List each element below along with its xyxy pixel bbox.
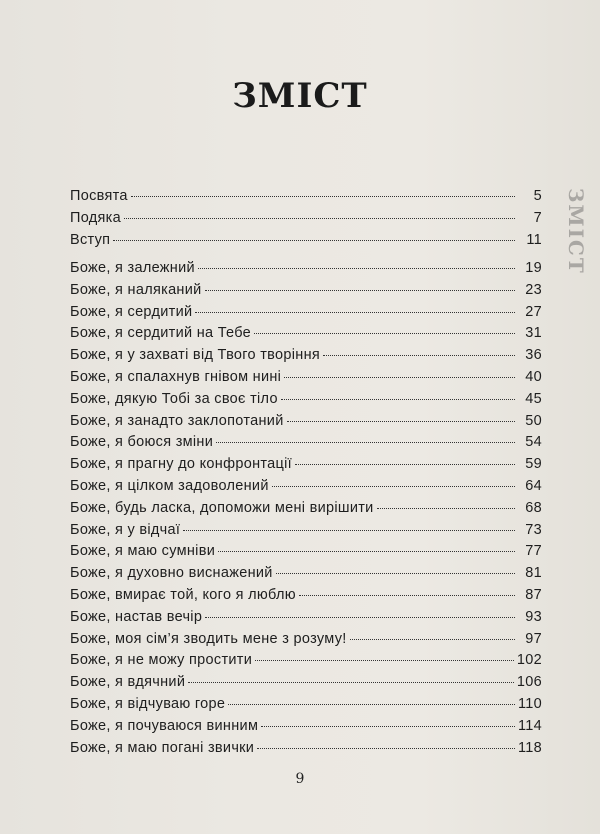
dot-leader — [287, 421, 515, 422]
toc-entry-page: 27 — [525, 303, 542, 320]
toc-entry-title: Боже, я у захваті від Твого творіння — [70, 347, 321, 364]
page-number: 9 — [295, 771, 305, 787]
toc-entry-title: Боже, я цілком задоволений — [70, 477, 269, 494]
dot-leader — [205, 617, 515, 618]
toc-entry-page: 97 — [525, 630, 542, 647]
toc-front-matter — [70, 186, 542, 251]
toc-entry-page: 23 — [525, 281, 542, 298]
dot-leader — [195, 312, 515, 313]
dot-leader — [254, 333, 515, 334]
dot-leader — [281, 399, 515, 400]
toc-entry-title: Боже, я у відчаї — [70, 521, 181, 538]
toc-entry-title: Боже, я спалахнув гнівом нині — [70, 368, 282, 385]
toc-entry-title: Боже, моя сім’я зводить мене з розуму! — [70, 630, 347, 647]
dot-leader — [323, 355, 515, 356]
toc-entry-page: 59 — [525, 456, 542, 473]
toc-entry-title: Боже, я сердитий на Тебе — [70, 325, 252, 342]
dot-leader — [188, 682, 514, 683]
toc-entry — [70, 650, 542, 672]
toc-entry — [70, 280, 542, 302]
toc-entry — [70, 672, 542, 694]
toc-entry — [70, 258, 542, 280]
toc-entry-page: 7 — [533, 209, 542, 226]
toc-entry-title: Боже, я залежний — [70, 260, 195, 276]
toc-chapters — [70, 258, 542, 759]
toc-entry-title: Боже, настав вечір — [70, 608, 203, 625]
toc-entry — [70, 208, 542, 230]
toc-entry — [70, 230, 542, 252]
dot-leader — [131, 196, 515, 197]
dot-leader — [295, 464, 515, 465]
toc-entry-page: 64 — [525, 477, 542, 494]
toc-entry — [70, 563, 542, 585]
dot-leader — [255, 660, 514, 661]
toc-entry-title: Боже, я маю погані звички — [70, 739, 255, 756]
toc-entry-title: Вступ — [70, 231, 111, 248]
toc-entry-page: 106 — [516, 674, 542, 691]
toc-entry-title: Боже, я занадто заклопотаний — [70, 412, 284, 429]
toc-entry-title: Боже, я наляканий — [70, 281, 202, 298]
dot-leader — [218, 551, 515, 552]
toc-entry — [70, 323, 542, 345]
toc-entry — [70, 694, 542, 716]
toc-entry-page: 36 — [525, 347, 542, 364]
toc-entry-page: 5 — [533, 188, 542, 204]
toc-entry-page: 40 — [525, 368, 542, 385]
toc-entry-page: 114 — [517, 717, 542, 734]
toc-entry — [70, 432, 542, 454]
toc-entry-title: Боже, я відчуваю горе — [70, 695, 226, 712]
side-section-tab: ЗМІСТ — [564, 188, 588, 275]
toc-entry — [70, 738, 542, 760]
toc-entry-page: 118 — [517, 739, 542, 756]
toc-entry-page: 19 — [525, 260, 542, 276]
toc-entry — [70, 389, 542, 411]
toc-entry — [70, 541, 542, 563]
toc-entry — [70, 454, 542, 476]
toc-entry — [70, 476, 542, 498]
dot-leader — [350, 639, 515, 640]
toc-entry-page: 54 — [525, 434, 542, 451]
toc-entry-title: Боже, я сердитий — [70, 303, 193, 320]
dot-leader — [228, 704, 515, 705]
toc-entry-title: Посвята — [70, 188, 128, 204]
toc-entry — [70, 498, 542, 520]
toc-entry-page: 50 — [525, 412, 542, 429]
toc-entry — [70, 411, 542, 433]
toc-entry-page: 68 — [525, 499, 542, 516]
toc-entry — [70, 716, 542, 738]
dot-leader — [272, 486, 515, 487]
toc-entry-title: Боже, я маю сумніви — [70, 543, 216, 560]
toc-entry-page: 81 — [525, 565, 542, 582]
toc-entry-page: 45 — [525, 390, 542, 407]
toc-entry-page: 11 — [526, 231, 542, 248]
toc-entry-title: Боже, будь ласка, допоможи мені вирішити — [70, 499, 374, 516]
toc-entry — [70, 629, 542, 651]
toc-entry-title: Боже, я духовно виснажений — [70, 565, 273, 582]
dot-leader — [113, 240, 515, 241]
dot-leader — [377, 508, 515, 509]
dot-leader — [257, 748, 515, 749]
toc-entry-title: Подяка — [70, 209, 122, 226]
toc-entry-page: 31 — [525, 325, 542, 342]
toc-entry-page: 87 — [525, 586, 542, 603]
toc-entry-page: 102 — [516, 652, 542, 669]
toc-entry-title: Боже, я прагну до конфронтації — [70, 456, 292, 473]
toc-entry — [70, 345, 542, 367]
dot-leader — [299, 595, 515, 596]
toc-entry-title: Боже, дякую Тобі за своє тіло — [70, 390, 278, 407]
toc-entry — [70, 186, 542, 208]
toc-entry-page: 73 — [525, 521, 542, 538]
toc-entry — [70, 367, 542, 389]
toc-entry-page: 93 — [525, 608, 542, 625]
toc-entry-page: 77 — [525, 543, 542, 560]
dot-leader — [183, 530, 515, 531]
toc-entry-title: Боже, я боюся зміни — [70, 434, 214, 451]
toc-entry-page: 110 — [517, 695, 542, 712]
toc-entry — [70, 302, 542, 324]
page-title: ЗМІСТ — [232, 76, 368, 116]
dot-leader — [124, 218, 515, 219]
dot-leader — [198, 268, 515, 269]
toc-entry-title: Боже, я не можу простити — [70, 652, 253, 669]
toc-entry-title: Боже, вмирає той, кого я люблю — [70, 586, 296, 603]
dot-leader — [261, 726, 515, 727]
dot-leader — [284, 377, 515, 378]
toc-entry-title: Боже, я почуваюся винним — [70, 717, 259, 734]
toc-entry — [70, 607, 542, 629]
dot-leader — [276, 573, 515, 574]
toc-entry — [70, 585, 542, 607]
toc-entry-title: Боже, я вдячний — [70, 674, 186, 691]
toc-entry — [70, 520, 542, 542]
dot-leader — [216, 442, 515, 443]
dot-leader — [205, 290, 515, 291]
